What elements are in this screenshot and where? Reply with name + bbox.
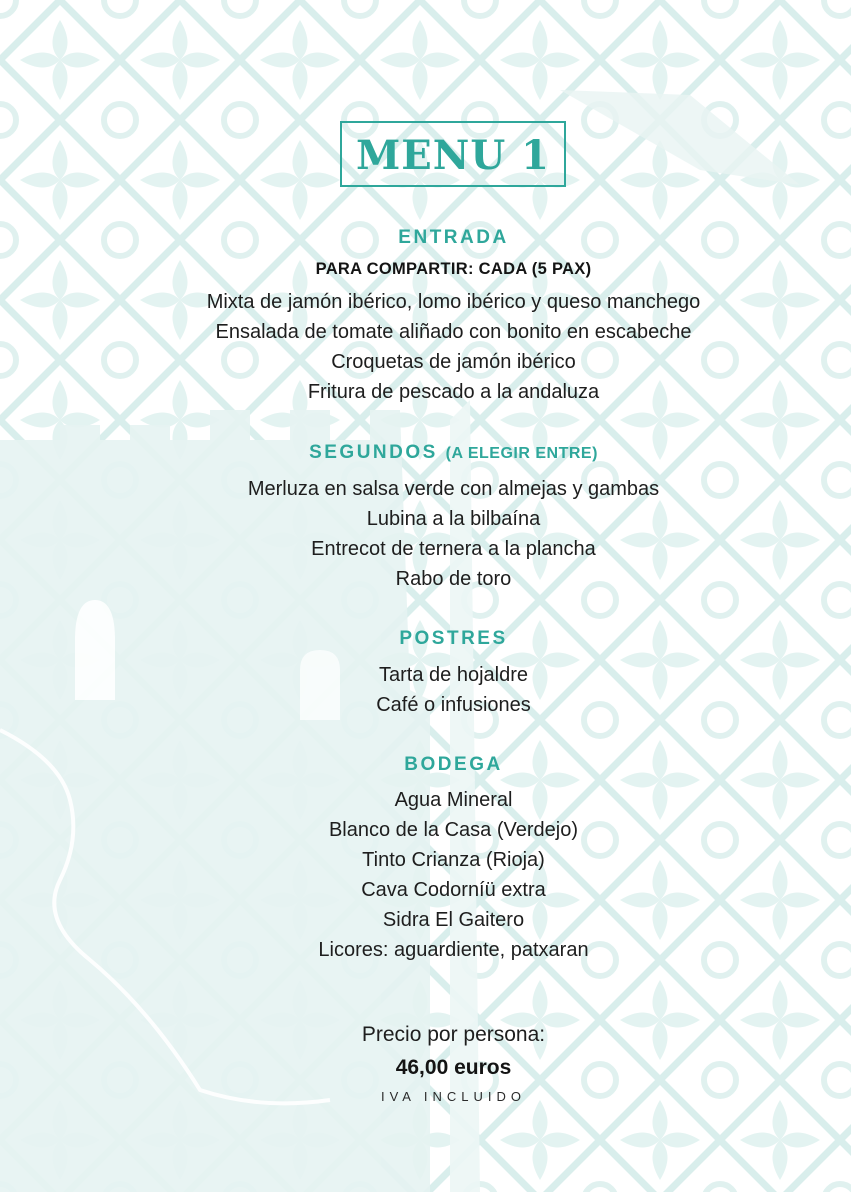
bodega-item: Tinto Crianza (Rioja): [362, 849, 545, 871]
section-heading-postres: POSTRES: [399, 628, 508, 649]
bodega-item: Licores: aguardiente, patxaran: [318, 939, 589, 961]
bodega-item: Sidra El Gaitero: [382, 909, 525, 931]
segundos-item: Merluza en salsa verde con almejas y gambas: [247, 478, 660, 500]
segundos-heading: SEGUNDOS: [309, 442, 438, 463]
entrada-subheading: PARA COMPARTIR: CADA (5 PAX): [315, 260, 592, 278]
tax-note: IVA INCLUIDO: [380, 1089, 526, 1104]
postres-item: Tarta de hojaldre: [379, 664, 528, 686]
entrada-item: Mixta de jamón ibérico, lomo ibérico y queso manchego: [206, 291, 701, 313]
segundos-note: (A ELEGIR ENTRE): [445, 445, 598, 462]
segundos-item: Lubina a la bilbaína: [366, 508, 541, 530]
segundos-item: Entrecot de ternera a la plancha: [311, 538, 596, 560]
postres-item: Café o infusiones: [376, 694, 531, 716]
entrada-item: Fritura de pescado a la andaluza: [307, 381, 600, 403]
section-heading-segundos: [0, 442, 851, 464]
bodega-item: Blanco de la Casa (Verdejo): [328, 819, 579, 841]
bodega-item: Cava Codorníü extra: [361, 879, 546, 901]
menu-title-box: [340, 121, 566, 187]
segundos-item: Rabo de toro: [395, 568, 512, 590]
section-heading-entrada: ENTRADA: [398, 227, 509, 248]
bodega-item: Agua Mineral: [394, 789, 513, 811]
price-amount: 46,00 euros: [395, 1056, 512, 1079]
entrada-item: Croquetas de jamón ibérico: [331, 351, 576, 373]
price-label: Precio por persona:: [361, 1023, 546, 1046]
entrada-item: Ensalada de tomate aliñado con bonito en escabeche: [215, 321, 692, 343]
menu-title: MENU 1: [356, 131, 550, 179]
section-heading-bodega: BODEGA: [404, 754, 503, 775]
